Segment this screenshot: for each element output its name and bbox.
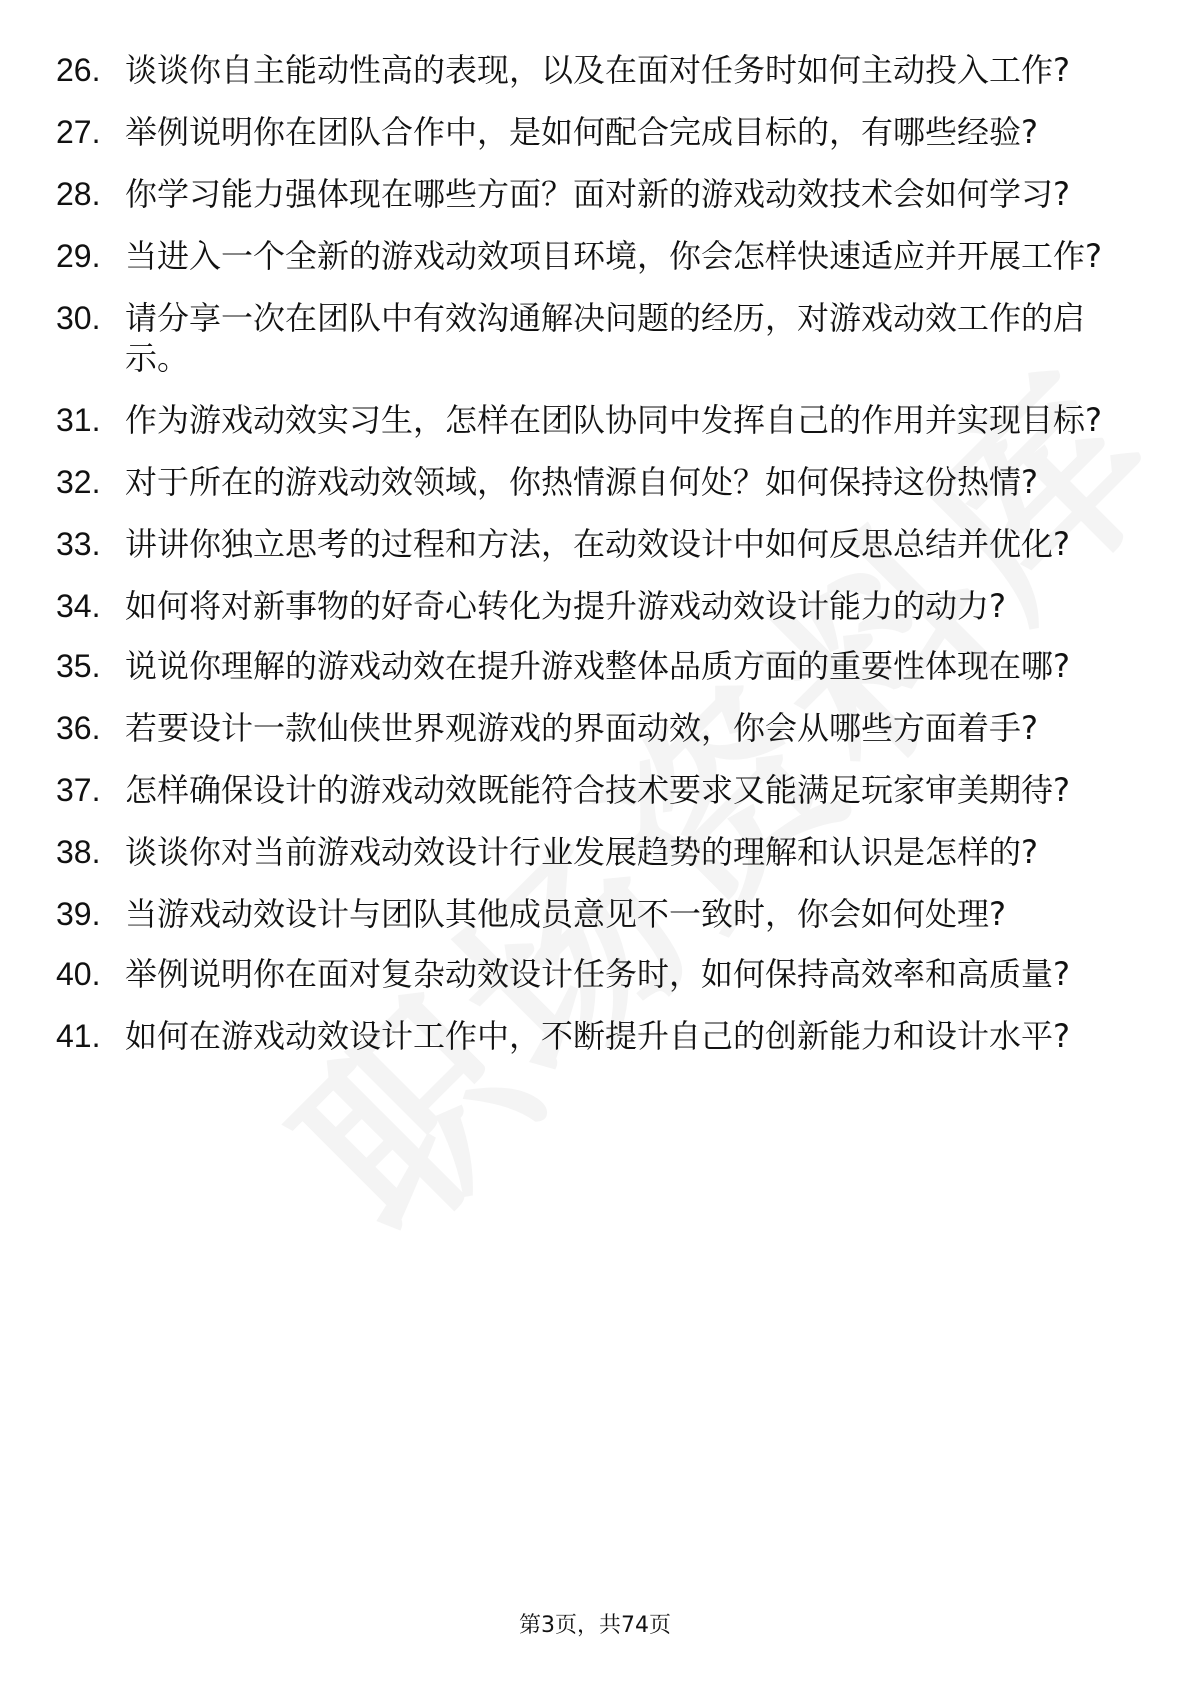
question-text: 当进入一个全新的游戏动效项目环境，你会怎样快速适应并开展工作? <box>125 237 1102 275</box>
question-text: 作为游戏动效实习生，怎样在团队协同中发挥自己的作用并实现目标? <box>125 401 1102 439</box>
list-item <box>56 954 1136 994</box>
question-number: 30. <box>56 300 101 336</box>
list-item <box>56 770 1136 810</box>
question-number: 33. <box>56 526 101 562</box>
question-text: 若要设计一款仙侠世界观游戏的界面动效，你会从哪些方面着手? <box>125 709 1038 747</box>
question-number: 32. <box>56 464 101 500</box>
question-number: 27. <box>56 114 101 150</box>
question-number: 28. <box>56 176 101 212</box>
list-item <box>56 174 1136 214</box>
question-number: 26. <box>56 52 101 88</box>
question-number: 36. <box>56 710 101 746</box>
question-number: 41. <box>56 1018 101 1054</box>
question-text: 对于所在的游戏动效领域，你热情源自何处？如何保持这份热情? <box>125 463 1038 501</box>
question-text: 举例说明你在团队合作中，是如何配合完成目标的，有哪些经验? <box>125 113 1038 151</box>
question-text: 如何将对新事物的好奇心转化为提升游戏动效设计能力的动力? <box>125 587 1006 625</box>
list-item <box>56 50 1136 90</box>
question-text: 讲讲你独立思考的过程和方法，在动效设计中如何反思总结并优化? <box>125 525 1070 563</box>
question-text: 说说你理解的游戏动效在提升游戏整体品质方面的重要性体现在哪? <box>125 647 1070 685</box>
question-text: 举例说明你在面对复杂动效设计任务时，如何保持高效率和高质量? <box>125 955 1070 993</box>
list-item <box>56 112 1136 152</box>
list-item <box>56 400 1136 440</box>
question-text: 谈谈你对当前游戏动效设计行业发展趋势的理解和认识是怎样的? <box>125 833 1038 871</box>
list-item <box>56 646 1136 686</box>
question-list <box>56 50 1136 1078</box>
list-item <box>56 462 1136 502</box>
list-item <box>56 1016 1136 1056</box>
question-number: 38. <box>56 834 101 870</box>
list-item <box>56 524 1136 564</box>
list-item <box>56 832 1136 872</box>
question-text: 如何在游戏动效设计工作中，不断提升自己的创新能力和设计水平? <box>125 1017 1070 1055</box>
question-text: 当游戏动效设计与团队其他成员意见不一致时，你会如何处理? <box>125 895 1006 933</box>
question-number: 37. <box>56 772 101 808</box>
question-text: 谈谈你自主能动性高的表现，以及在面对任务时如何主动投入工作? <box>125 51 1070 89</box>
question-number: 39. <box>56 896 101 932</box>
question-number: 40. <box>56 956 101 992</box>
question-text: 请分享一次在团队中有效沟通解决问题的经历，对游戏动效工作的启示。 <box>125 299 1086 377</box>
question-number: 29. <box>56 238 101 274</box>
list-item <box>56 708 1136 748</box>
question-number: 35. <box>56 648 101 684</box>
list-item <box>56 298 1136 378</box>
question-text: 怎样确保设计的游戏动效既能符合技术要求又能满足玩家审美期待? <box>125 771 1070 809</box>
list-item <box>56 586 1136 626</box>
list-item <box>56 894 1136 934</box>
page-footer: 第3页，共74页 <box>519 1613 671 1638</box>
list-item <box>56 236 1136 276</box>
question-text: 你学习能力强体现在哪些方面？面对新的游戏动效技术会如何学习? <box>125 175 1070 213</box>
question-number: 34. <box>56 588 101 624</box>
question-number: 31. <box>56 402 101 438</box>
